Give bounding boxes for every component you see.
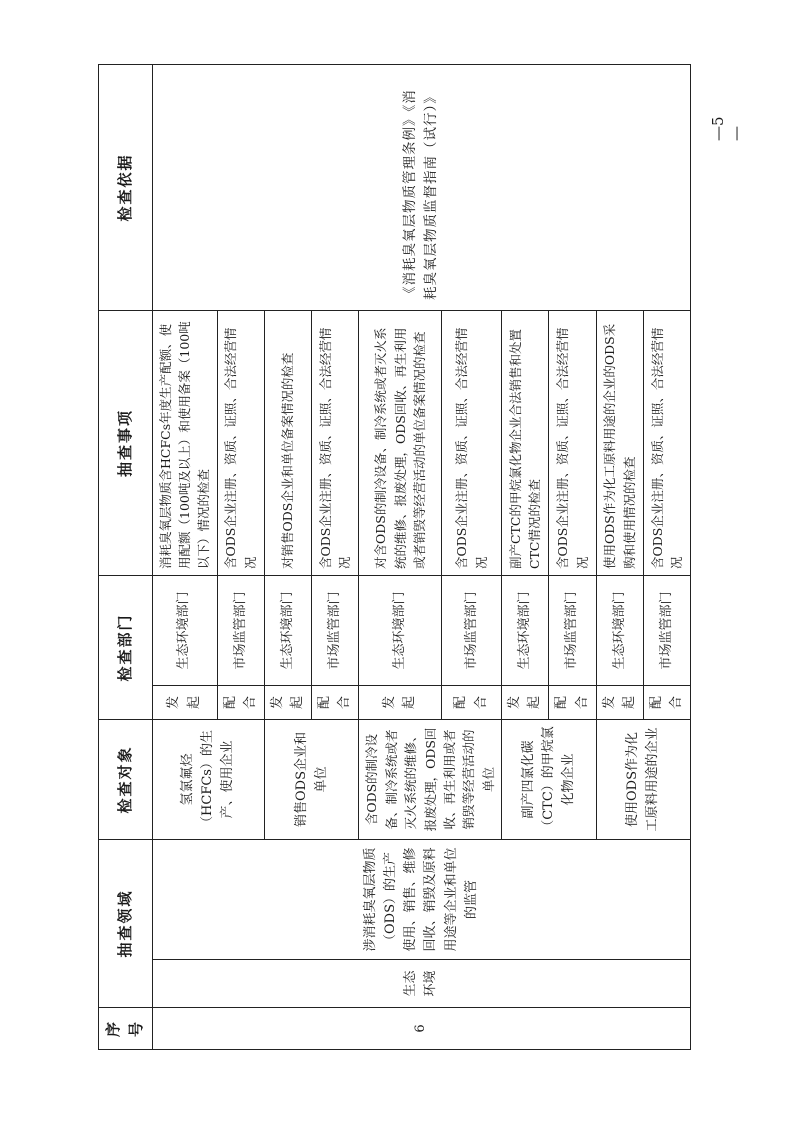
- dept-cell: 生态环境部门: [596, 575, 643, 685]
- header-seq: 序号: [99, 1008, 153, 1050]
- role-cell: 配合: [643, 685, 690, 719]
- row-domain: 涉消耗臭氧层物质（ODS）的生产使用、销售、维修回收、销毁及原料用途等企业和单位的监管: [152, 839, 691, 959]
- table-row: [152, 64, 217, 1049]
- dept-cell: 市场监管部门: [442, 575, 502, 685]
- header-item: 抽查事项: [99, 310, 153, 575]
- header-basis: 检查依据: [99, 64, 153, 310]
- row-area: 生态环境: [152, 960, 691, 1008]
- dept-cell: 生态环境部门: [359, 575, 442, 685]
- item-cell: 副产CTC的甲烷氯化物企业合法销售和处置CTC情况的检查: [502, 310, 549, 575]
- item-cell: 含ODS企业注册、资质、证照、合法经营情况: [312, 310, 359, 575]
- object-cell: 销售ODS企业和单位: [264, 719, 359, 839]
- header-object: 检查对象: [99, 719, 153, 839]
- role-cell: 配合: [442, 685, 502, 719]
- item-cell: 对销售ODS企业和单位备案情况的检查: [264, 310, 311, 575]
- table-header-row: [99, 64, 153, 1049]
- role-cell: 发起: [359, 685, 442, 719]
- item-cell: 含ODS企业注册、资质、证照、合法经营情况: [549, 310, 596, 575]
- item-cell: 含ODS企业注册、资质、证照、合法经营情况: [217, 310, 264, 575]
- role-cell: 发起: [502, 685, 549, 719]
- dept-cell: 生态环境部门: [264, 575, 311, 685]
- basis-cell: 《消耗臭氧层物质管理条例》《消耗臭氧层物质监督指南（试行）》: [152, 64, 691, 310]
- item-cell: 含ODS企业注册、资质、证照、合法经营情况: [643, 310, 690, 575]
- object-cell: 副产四氯化碳（CTC）的甲烷氯化物企业: [502, 719, 597, 839]
- object-cell: 使用ODS作为化工原料用途的企业: [596, 719, 691, 839]
- role-cell: 发起: [152, 685, 217, 719]
- role-cell: 发起: [596, 685, 643, 719]
- role-cell: 配合: [217, 685, 264, 719]
- object-cell: 含ODS的制冷设备、制冷系统或者灭火系统的维修、报废处理，ODS回收、再生利用或者销毁等经营活动的单位: [359, 719, 502, 839]
- item-cell: 消耗臭氧层物质含HCFCs年度生产配额、使用配额（100吨及以上）和使用备案（100吨以下）情况的检查: [152, 310, 217, 575]
- dept-cell: 生态环境部门: [152, 575, 217, 685]
- item-cell: 使用ODS作为化工原料用途的企业的ODS采购和使用情况的检查: [596, 310, 643, 575]
- role-cell: 配合: [312, 685, 359, 719]
- dept-cell: 市场监管部门: [312, 575, 359, 685]
- item-cell: 含ODS企业注册、资质、证照、合法经营情况: [442, 310, 502, 575]
- object-cell: 氢氯氟烃（HCFCs）的生产、使用企业: [152, 719, 264, 839]
- row-seq: 6: [152, 1008, 691, 1050]
- item-cell: 对含ODS的制冷设备、制冷系统或者灭火系统的维修、报废处理，ODS回收、再生利用或者销毁等经营活动的单位备案情况的检查: [359, 310, 442, 575]
- inspection-table: [98, 64, 691, 1050]
- role-cell: 配合: [549, 685, 596, 719]
- dept-cell: 市场监管部门: [549, 575, 596, 685]
- header-dept: 检查部门: [99, 575, 153, 719]
- dept-cell: 生态环境部门: [502, 575, 549, 685]
- dept-cell: 市场监管部门: [217, 575, 264, 685]
- role-cell: 发起: [264, 685, 311, 719]
- page-number: —5—: [709, 116, 745, 141]
- inspection-table-container: [98, 65, 685, 1050]
- header-domain: 抽查领域: [99, 839, 153, 1007]
- dept-cell: 市场监管部门: [643, 575, 690, 685]
